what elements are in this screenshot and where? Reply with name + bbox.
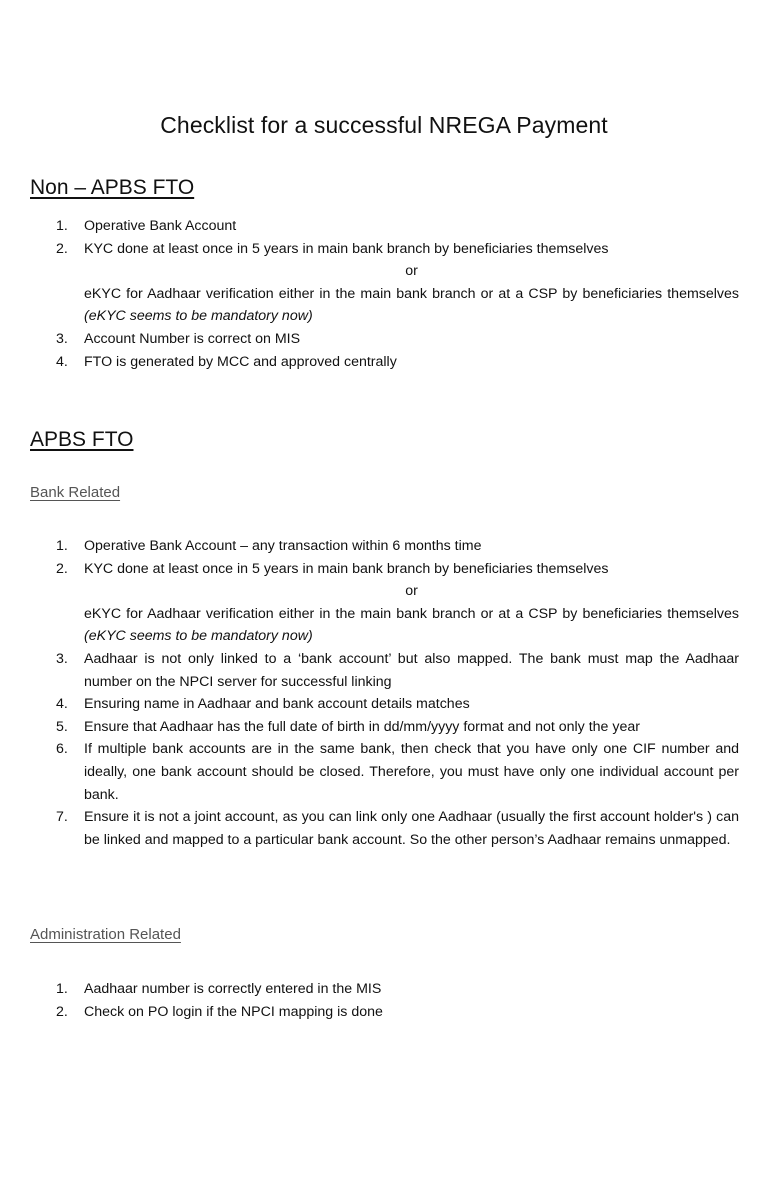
item-number: 3.: [56, 650, 68, 667]
list-item: [30, 535, 739, 558]
item-text: KYC done at least once in 5 years in main bank branch by beneficiaries themselves: [84, 240, 609, 257]
item-number: 4.: [56, 353, 68, 370]
page-title: Checklist for a successful NREGA Payment: [160, 112, 608, 138]
section-heading-apbs: APBS FTO: [30, 428, 134, 451]
item-number: 1.: [56, 218, 68, 234]
item-text-alt: eKYC for Aadhaar verification either in the main bank branch or at a CSP by beneficiaries themselves: [84, 605, 739, 622]
subheading-administration-related: Administration Related: [30, 926, 181, 943]
item-text: Check on PO login if the NPCI mapping is done: [84, 1003, 383, 1020]
list-item: [30, 238, 739, 328]
item-text: If multiple bank accounts are in the same bank, then check that you have only one CIF number and ideally, one bank account should be closed. Therefore, you must have only one individual account per bank.: [84, 741, 739, 803]
or-separator: or: [405, 263, 418, 280]
bank-related-list: [30, 535, 739, 851]
list-item: [30, 215, 739, 238]
list-item: [30, 716, 739, 739]
item-number: 3.: [56, 330, 68, 347]
item-text: Operative Bank Account – any transaction within 6 months time: [84, 538, 482, 554]
item-number: 4.: [56, 696, 68, 713]
item-text: Aadhaar number is correctly entered in the MIS: [84, 981, 382, 997]
item-number: 7.: [56, 809, 68, 826]
item-number: 1.: [56, 538, 68, 554]
item-number: 2.: [56, 560, 68, 577]
list-item: [30, 1001, 739, 1024]
item-note: (eKYC seems to be mandatory now): [84, 308, 313, 325]
item-number: 2.: [56, 240, 68, 257]
item-note: (eKYC seems to be mandatory now): [84, 628, 313, 645]
list-item: [30, 693, 739, 716]
item-text: FTO is generated by MCC and approved centrally: [84, 353, 397, 370]
item-number: 5.: [56, 718, 68, 735]
item-text: Account Number is correct on MIS: [84, 330, 301, 347]
subheading-bank-related: Bank Related: [30, 484, 121, 501]
non-apbs-list: [30, 215, 739, 373]
item-text-alt: eKYC for Aadhaar verification either in the main bank branch or at a CSP by beneficiaries themselves: [84, 285, 739, 302]
item-text: Ensure that Aadhaar has the full date of birth in dd/mm/yyyy format and not only the year: [84, 718, 640, 735]
list-item: [30, 351, 739, 374]
list-item: [30, 806, 739, 851]
item-number: 6.: [56, 741, 68, 758]
list-item: [30, 328, 739, 351]
item-number: 1.: [56, 981, 68, 997]
item-text: Ensuring name in Aadhaar and bank account details matches: [84, 696, 470, 713]
or-separator: or: [405, 583, 418, 600]
item-text: Ensure it is not a joint account, as you can link only one Aadhaar (usually the first account holder's ) can be linked and mapped to a particular bank account. So the other person’s Aadhaar remains unmapped.: [84, 809, 739, 848]
administration-related-list: [30, 978, 739, 1023]
list-item: [30, 648, 739, 693]
section-heading-non-apbs: Non – APBS FTO: [30, 176, 195, 199]
item-number: 2.: [56, 1003, 68, 1020]
list-item: [30, 978, 739, 1001]
list-item: [30, 558, 739, 648]
item-text: Aadhaar is not only linked to a ‘bank account’ but also mapped. The bank must map the Aadhaar number on the NPCI server for successful linking: [84, 650, 739, 690]
list-item: [30, 738, 739, 806]
item-text: Operative Bank Account: [84, 218, 237, 234]
item-text: KYC done at least once in 5 years in main bank branch by beneficiaries themselves: [84, 560, 609, 577]
